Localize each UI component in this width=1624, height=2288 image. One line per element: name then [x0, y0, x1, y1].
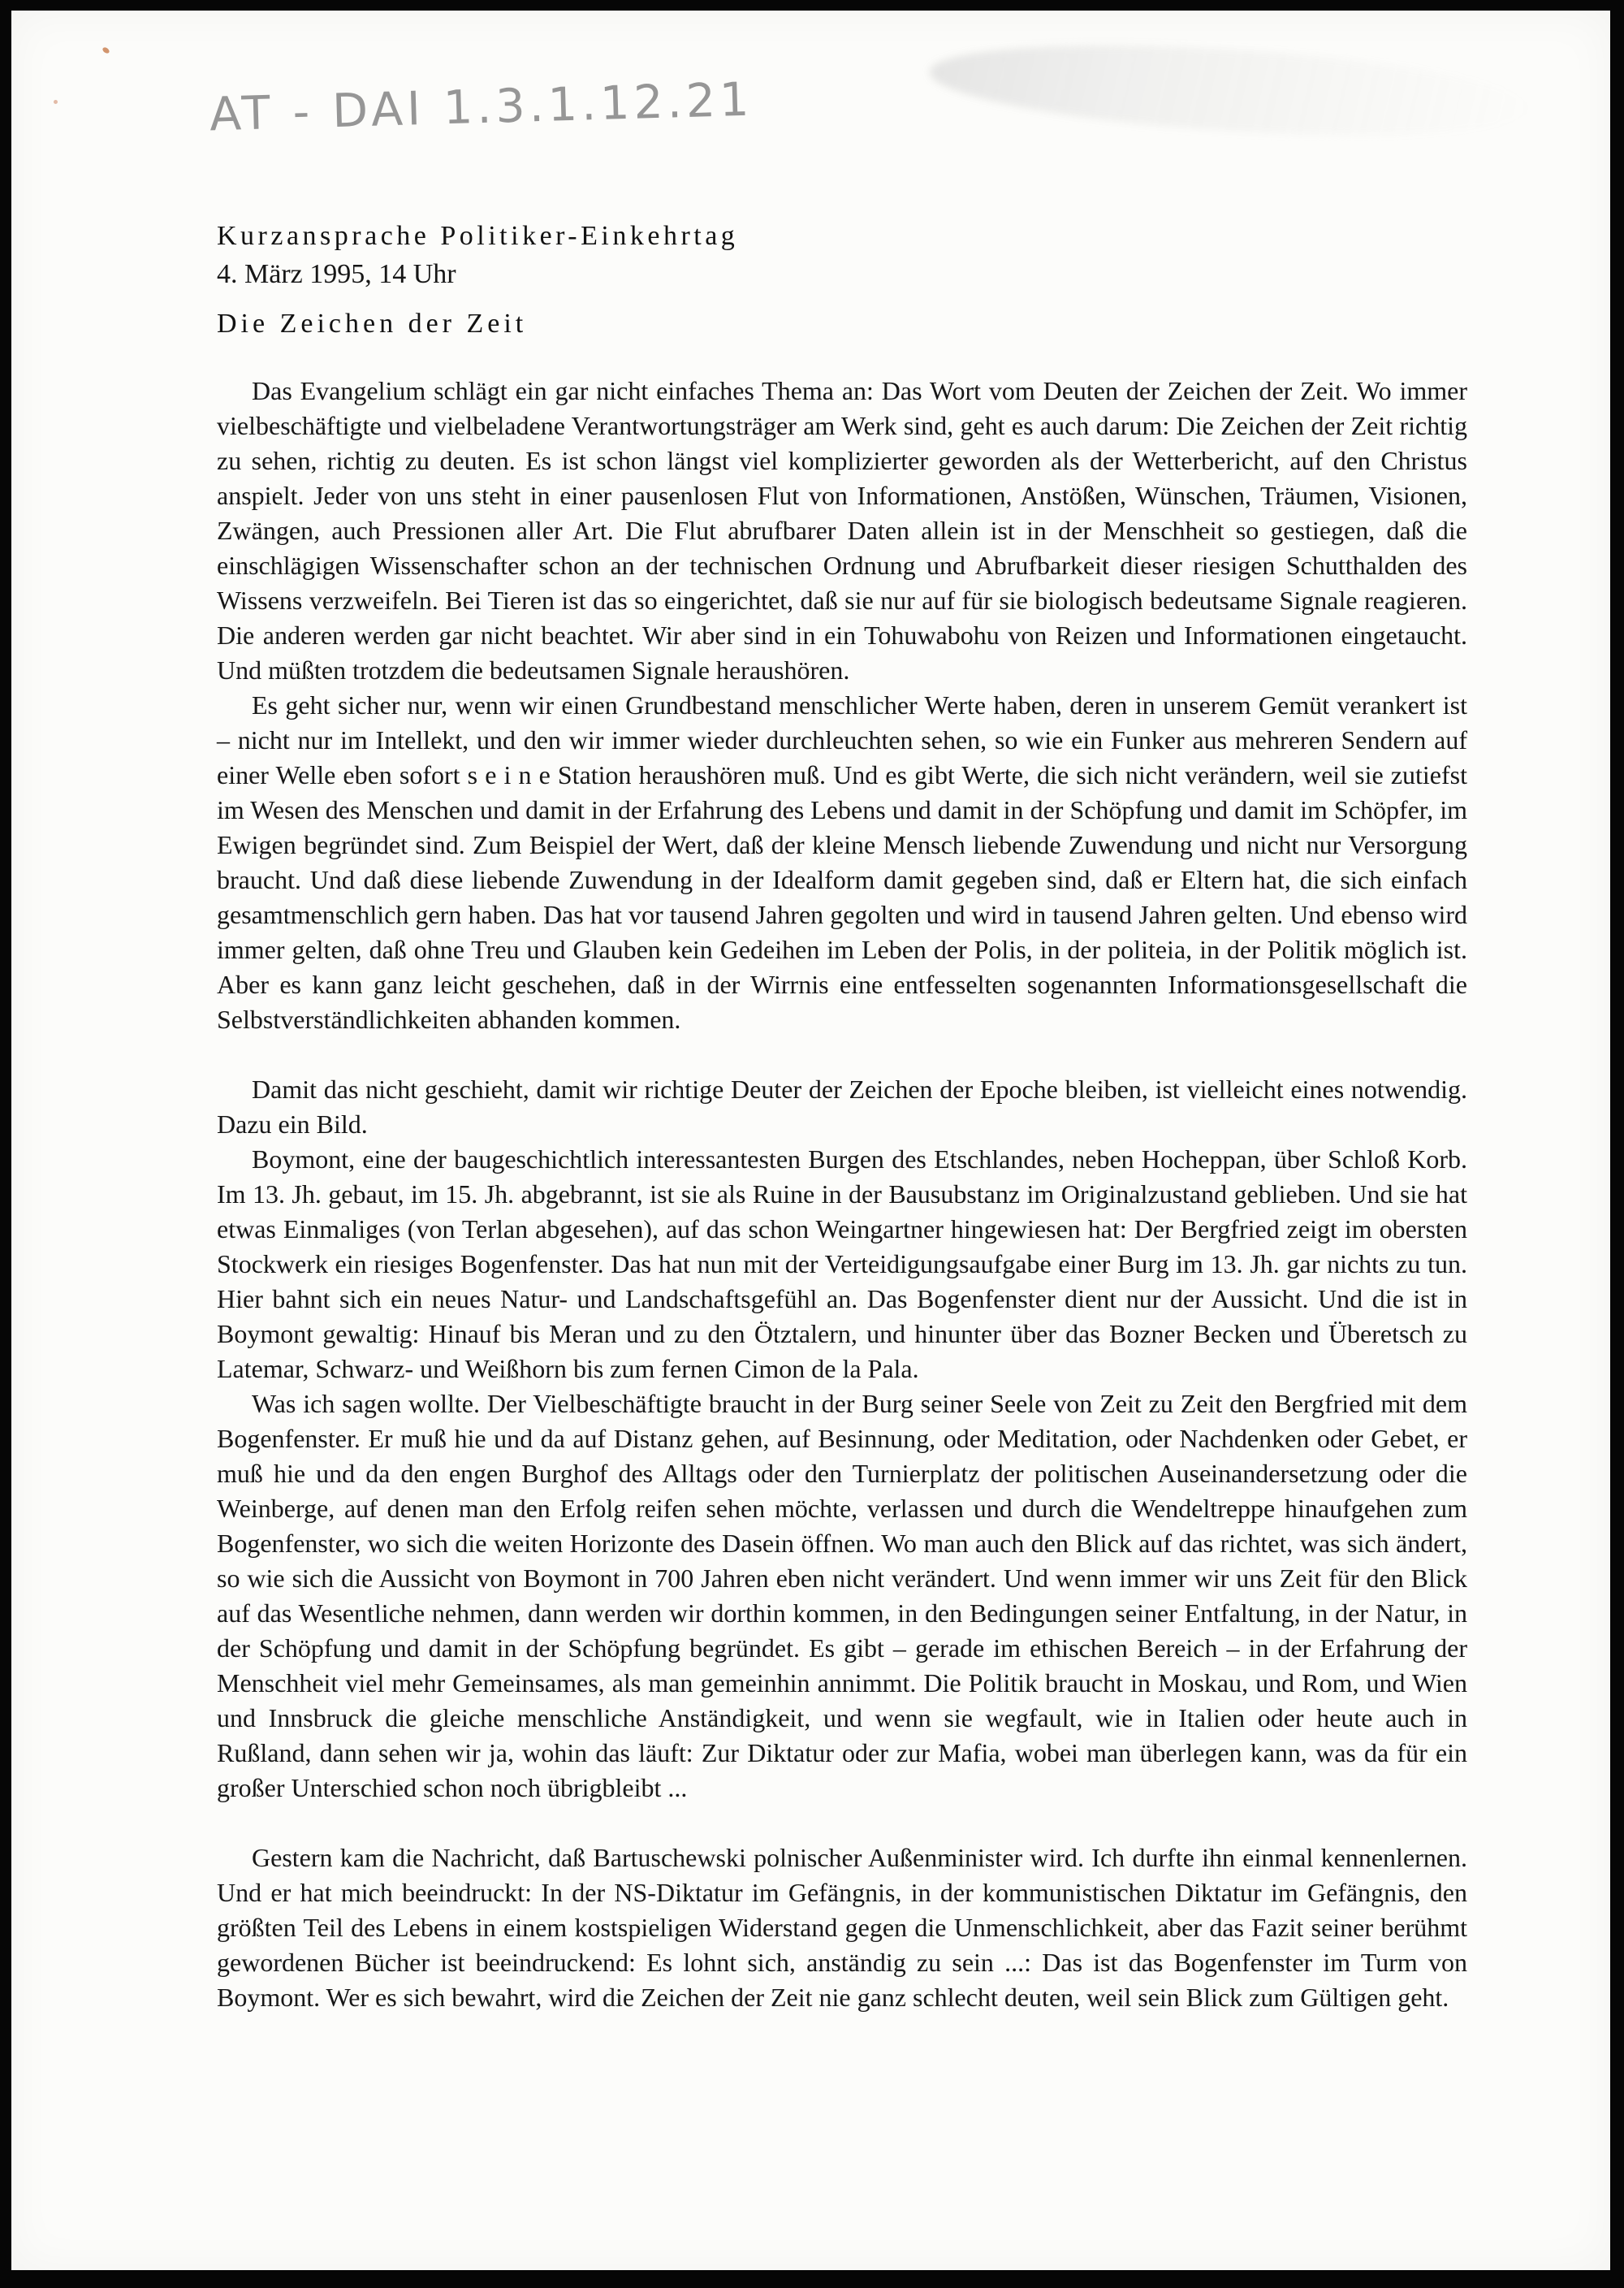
- paragraph-5: Was ich sagen wollte. Der Vielbeschäftigte braucht in der Burg seiner Seele von Zeit zu Zeit den Bergfried mit dem Bogenfenster. Er muß hie und da auf Distanz gehen, auf Besinnung, oder Meditation, oder Nachdenken oder Gebet, er muß hie und da den engen Burghof des Alltags oder den Turnierplatz der politischen Auseinandersetzung oder die Weinberge, auf denen man den Erfolg reifen sehen möchte, verlassen und durch die Wendeltreppe hinaufgehen zum Bogenfenster, wo sich die weiten Horizonte des Dasein öffnen. Wo man auch den Blick auf das richtet, was sich ändert, so wie sich die Aussicht von Boymont in 700 Jahren eben nicht verändert. Und wenn immer wir uns Zeit für den Blick auf das Wesentliche nehmen, dann werden wir dorthin kommen, in den Bedingungen seiner Entfaltung, in der Natur, in der Schöpfung und damit in der Schöpfung begründet. Es gibt – gerade im ethischen Bereich – in der Erfahrung der Menschheit viel mehr Gemeinsames, als man gemeinhin annimmt. Die Politik braucht in Moskau, und Rom, und Wien und Innsbruck die gleiche menschliche Anständigkeit, und wenn sie wegfault, wie in Italien oder heute auch in Rußland, dann sehen wir ja, wohin das läuft: Zur Diktatur oder zur Mafia, wobei man überlegen kann, was da für ein großer Unterschied schon noch übrigbleibt ...: [217, 1389, 1467, 1802]
- document-subject-heading: Die Zeichen der Zeit: [217, 309, 528, 339]
- paragraph-3: Damit das nicht geschieht, damit wir richtige Deuter der Zeichen der Epoche bleiben, ist vielleicht eines notwendig. Dazu ein Bild.: [217, 1075, 1467, 1139]
- pencil-smudge: [927, 32, 1532, 149]
- paragraph-6: Gestern kam die Nachricht, daß Bartuschewski polnischer Außenminister wird. Ich durfte ihn einmal kennenlernen. Und er hat mich beeindruckt: In der NS-Diktatur im Gefängnis, in der kommunistischen Diktatur im Gefängnis, den größten Teil des Lebens in einem kostspieligen Widerstand gegen die Unmenschlichkeit, aber das Fazit seiner berühmt gewordenen Bücher ist beeindruckend: Es lohnt sich, anständig zu sein ...: Das ist das Bogenfenster im Turm von Boymont. Wer es sich bewahrt, wird die Zeichen der Zeit nie ganz schlecht deuten, weil sein Blick zum Gültigen geht.: [217, 1843, 1467, 2012]
- scan-speck: [54, 100, 58, 104]
- document-body: [217, 374, 1467, 2015]
- paper-sheet: [11, 11, 1610, 2270]
- paragraph-2: Es geht sicher nur, wenn wir einen Grundbestand menschlicher Werte haben, deren in unserem Gemüt verankert ist – nicht nur im Intellekt, und den wir immer wieder durchleuchten sehen, so wie ein Funker aus mehreren Sendern auf einer Welle eben sofort s e i n e Station heraushören muß. Und es gibt Werte, die sich nicht verändern, weil sie zutiefst im Wesen des Menschen und damit in der Erfahrung des Lebens und damit in der Schöpfung und damit im Schöpfer, im Ewigen begründet sind. Zum Beispiel der Wert, daß der kleine Mensch liebende Zuwendung und nicht nur Versorgung braucht. Und daß diese liebende Zuwendung in der Idealform damit gegeben sind, daß er Eltern hat, die sich einfach gesamtmenschlich gern haben. Das hat vor tausend Jahren gegolten und wird in tausend Jahren gelten. Und ebenso wird immer gelten, daß ohne Treu und Glauben kein Gedeihen im Leben der Polis, in der politeia, in der Politik möglich ist. Aber es kann ganz leicht geschehen, daß in der Wirrnis eine entfesselten sogenannten Informationsgesellschaft die Selbstverständlichkeiten abhanden kommen.: [217, 690, 1467, 1034]
- paragraph-4: Boymont, eine der baugeschichtlich interessantesten Burgen des Etschlandes, neben Hocheppan, über Schloß Korb. Im 13. Jh. gebaut, im 15. Jh. abgebrannt, ist sie als Ruine in der Bausubstanz im Originalzustand geblieben. Und sie hat etwas Einmaliges (von Terlan abgesehen), auf das schon Weingartner hingewiesen hat: Der Bergfried zeigt im obersten Stockwerk ein riesiges Bogenfenster. Das hat nun mit der Verteidigungsaufgabe einer Burg im 13. Jh. gar nichts zu tun. Hier bahnt sich ein neues Natur- und Landschaftsgefühl an. Das Bogenfenster dient nur der Aussicht. Und die ist in Boymont gewaltig: Hinauf bis Meran und zu den Ötztalern, und hinunter über das Bozner Becken und Überetsch zu Latemar, Schwarz- und Weißhorn bis zum fernen Cimon de la Pala.: [217, 1144, 1467, 1383]
- paragraph-1: Das Evangelium schlägt ein gar nicht einfaches Thema an: Das Wort vom Deuten der Zeichen der Zeit. Wo immer vielbeschäftigte und vielbeladene Verantwortungsträger am Werk sind, geht es auch darum: Die Zeichen der Zeit richtig zu sehen, richtig zu deuten. Es ist schon längst viel komplizierter geworden als der Wetterbericht, auf den Christus anspielt. Jeder von uns steht in einer pausenlosen Flut von Informationen, Anstößen, Wünschen, Träumen, Visionen, Zwängen, auch Pressionen aller Art. Die Flut abrufbarer Daten allein ist in der Menschheit so gestiegen, daß die einschlägigen Wissenschafter schon an der technischen Ordnung und Abrufbarkeit dieser riesigen Schutthalden des Wissens verzweifeln. Bei Tieren ist das so eingerichtet, daß sie nur auf für sie biologisch bedeutsame Signale reagieren. Die anderen werden gar nicht beachtet. Wir aber sind in ein Tohuwabohu von Reizen und Informationen eingetaucht. Und müßten trotzdem die bedeutsamen Signale heraushören.: [217, 376, 1467, 685]
- archive-reference-annotation: AT - DAI 1.3.1.12.21: [209, 72, 754, 142]
- document-date-line: 4. März 1995, 14 Uhr: [217, 259, 456, 289]
- document-content: [217, 218, 1467, 2015]
- document-title: Kurzansprache Politiker-Einkehrtag: [217, 221, 739, 251]
- scan-speck: [102, 46, 110, 54]
